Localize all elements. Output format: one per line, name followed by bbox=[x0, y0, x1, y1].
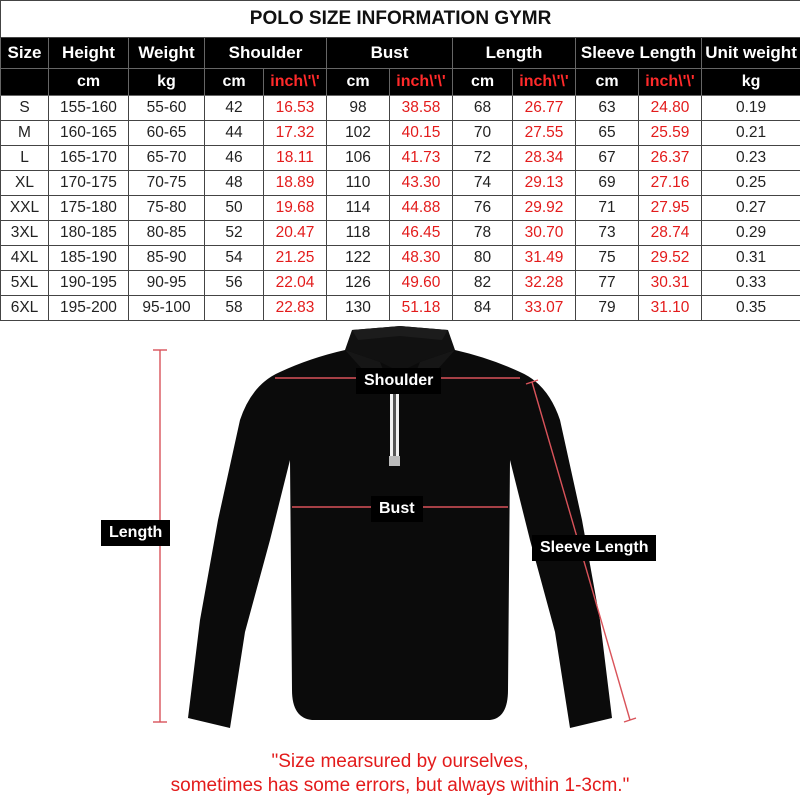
cell-shoulder-cm: 42 bbox=[205, 96, 264, 121]
cell-height: 170-175 bbox=[49, 171, 129, 196]
cell-length-in: 30.70 bbox=[513, 221, 576, 246]
cell-sleeve-cm: 73 bbox=[576, 221, 639, 246]
cell-height: 190-195 bbox=[49, 271, 129, 296]
table-row bbox=[1, 121, 800, 146]
cell-length-cm: 84 bbox=[453, 296, 513, 321]
cell-weight: 55-60 bbox=[129, 96, 205, 121]
cell-bust-cm: 102 bbox=[327, 121, 390, 146]
cell-size: 4XL bbox=[1, 246, 49, 271]
cell-height: 165-170 bbox=[49, 146, 129, 171]
cell-weight: 80-85 bbox=[129, 221, 205, 246]
cell-shoulder-in: 21.25 bbox=[264, 246, 327, 271]
cell-sleeve-cm: 75 bbox=[576, 246, 639, 271]
cell-sleeve-in: 29.52 bbox=[639, 246, 702, 271]
cell-height: 160-165 bbox=[49, 121, 129, 146]
header-size: Size bbox=[1, 38, 49, 69]
cell-shoulder-cm: 46 bbox=[205, 146, 264, 171]
table-row bbox=[1, 221, 800, 246]
cell-sleeve-cm: 77 bbox=[576, 271, 639, 296]
disclaimer-line-2: sometimes has some errors, but always within 1-3cm." bbox=[170, 775, 630, 796]
cell-shoulder-cm: 58 bbox=[205, 296, 264, 321]
cell-unit-weight: 0.27 bbox=[702, 196, 800, 221]
cell-length-in: 29.13 bbox=[513, 171, 576, 196]
cell-sleeve-in: 28.74 bbox=[639, 221, 702, 246]
cell-bust-in: 46.45 bbox=[390, 221, 453, 246]
cell-weight: 90-95 bbox=[129, 271, 205, 296]
cell-bust-in: 48.30 bbox=[390, 246, 453, 271]
cell-size: 5XL bbox=[1, 271, 49, 296]
cell-weight: 75-80 bbox=[129, 196, 205, 221]
cell-unit-weight: 0.25 bbox=[702, 171, 800, 196]
cell-unit-weight: 0.21 bbox=[702, 121, 800, 146]
cell-size: 3XL bbox=[1, 221, 49, 246]
cell-shoulder-cm: 50 bbox=[205, 196, 264, 221]
cell-sleeve-cm: 79 bbox=[576, 296, 639, 321]
cell-unit-weight: 0.35 bbox=[702, 296, 800, 321]
cell-shoulder-in: 18.89 bbox=[264, 171, 327, 196]
cell-size: L bbox=[1, 146, 49, 171]
disclaimer-line-1: "Size mearsured by ourselves, bbox=[271, 751, 529, 772]
size-rows bbox=[1, 96, 800, 321]
cell-weight: 85-90 bbox=[129, 246, 205, 271]
cell-bust-in: 51.18 bbox=[390, 296, 453, 321]
cell-sleeve-cm: 67 bbox=[576, 146, 639, 171]
unit-sleeve-cm: cm bbox=[576, 69, 639, 96]
cell-bust-cm: 110 bbox=[327, 171, 390, 196]
cell-shoulder-in: 17.32 bbox=[264, 121, 327, 146]
cell-sleeve-cm: 65 bbox=[576, 121, 639, 146]
cell-bust-in: 40.15 bbox=[390, 121, 453, 146]
cell-length-in: 33.07 bbox=[513, 296, 576, 321]
cell-length-cm: 70 bbox=[453, 121, 513, 146]
cell-weight: 70-75 bbox=[129, 171, 205, 196]
cell-bust-in: 43.30 bbox=[390, 171, 453, 196]
cell-size: XXL bbox=[1, 196, 49, 221]
header-length: Length bbox=[453, 38, 576, 69]
cell-sleeve-in: 27.95 bbox=[639, 196, 702, 221]
cell-size: 6XL bbox=[1, 296, 49, 321]
cell-shoulder-cm: 44 bbox=[205, 121, 264, 146]
cell-length-in: 28.34 bbox=[513, 146, 576, 171]
cell-bust-cm: 106 bbox=[327, 146, 390, 171]
shoulder-label: Shoulder bbox=[356, 368, 441, 394]
cell-sleeve-in: 27.16 bbox=[639, 171, 702, 196]
cell-bust-in: 38.58 bbox=[390, 96, 453, 121]
unit-size-blank bbox=[1, 69, 49, 96]
table-row bbox=[1, 246, 800, 271]
table-row bbox=[1, 96, 800, 121]
unit-weight: kg bbox=[129, 69, 205, 96]
unit-unit-weight: kg bbox=[702, 69, 800, 96]
size-chart-table bbox=[0, 0, 800, 321]
cell-weight: 95-100 bbox=[129, 296, 205, 321]
table-row bbox=[1, 196, 800, 221]
cell-sleeve-in: 31.10 bbox=[639, 296, 702, 321]
length-label: Length bbox=[101, 520, 170, 546]
cell-length-in: 32.28 bbox=[513, 271, 576, 296]
unit-length-inch: inch\'\' bbox=[513, 69, 576, 96]
cell-height: 195-200 bbox=[49, 296, 129, 321]
cell-size: XL bbox=[1, 171, 49, 196]
unit-length-cm: cm bbox=[453, 69, 513, 96]
cell-bust-cm: 98 bbox=[327, 96, 390, 121]
cell-weight: 60-65 bbox=[129, 121, 205, 146]
cell-shoulder-in: 19.68 bbox=[264, 196, 327, 221]
cell-unit-weight: 0.23 bbox=[702, 146, 800, 171]
cell-shoulder-in: 20.47 bbox=[264, 221, 327, 246]
table-row bbox=[1, 146, 800, 171]
cell-sleeve-in: 25.59 bbox=[639, 121, 702, 146]
unit-shoulder-cm: cm bbox=[205, 69, 264, 96]
cell-length-in: 26.77 bbox=[513, 96, 576, 121]
cell-bust-in: 49.60 bbox=[390, 271, 453, 296]
cell-unit-weight: 0.19 bbox=[702, 96, 800, 121]
cell-height: 185-190 bbox=[49, 246, 129, 271]
header-shoulder: Shoulder bbox=[205, 38, 327, 69]
cell-height: 155-160 bbox=[49, 96, 129, 121]
cell-shoulder-cm: 56 bbox=[205, 271, 264, 296]
cell-bust-cm: 118 bbox=[327, 221, 390, 246]
cell-unit-weight: 0.29 bbox=[702, 221, 800, 246]
cell-size: M bbox=[1, 121, 49, 146]
cell-height: 180-185 bbox=[49, 221, 129, 246]
cell-shoulder-cm: 48 bbox=[205, 171, 264, 196]
header-height: Height bbox=[49, 38, 129, 69]
cell-weight: 65-70 bbox=[129, 146, 205, 171]
cell-length-in: 31.49 bbox=[513, 246, 576, 271]
header-weight: Weight bbox=[129, 38, 205, 69]
cell-length-in: 29.92 bbox=[513, 196, 576, 221]
table-row bbox=[1, 296, 800, 321]
cell-shoulder-in: 16.53 bbox=[264, 96, 327, 121]
table-row bbox=[1, 271, 800, 296]
cell-length-cm: 76 bbox=[453, 196, 513, 221]
cell-shoulder-in: 22.04 bbox=[264, 271, 327, 296]
unit-bust-cm: cm bbox=[327, 69, 390, 96]
cell-unit-weight: 0.33 bbox=[702, 271, 800, 296]
header-unit-weight: Unit weight bbox=[702, 38, 800, 69]
cell-shoulder-cm: 52 bbox=[205, 221, 264, 246]
bust-label: Bust bbox=[371, 496, 423, 522]
cell-shoulder-cm: 54 bbox=[205, 246, 264, 271]
cell-sleeve-in: 26.37 bbox=[639, 146, 702, 171]
unit-height: cm bbox=[49, 69, 129, 96]
cell-shoulder-in: 18.11 bbox=[264, 146, 327, 171]
unit-sleeve-inch: inch\'\' bbox=[639, 69, 702, 96]
header-sleeve-length: Sleeve Length bbox=[576, 38, 702, 69]
cell-sleeve-in: 30.31 bbox=[639, 271, 702, 296]
cell-length-cm: 82 bbox=[453, 271, 513, 296]
cell-height: 175-180 bbox=[49, 196, 129, 221]
unit-shoulder-inch: inch\'\' bbox=[264, 69, 327, 96]
cell-unit-weight: 0.31 bbox=[702, 246, 800, 271]
cell-shoulder-in: 22.83 bbox=[264, 296, 327, 321]
cell-length-cm: 80 bbox=[453, 246, 513, 271]
table-row bbox=[1, 171, 800, 196]
cell-bust-cm: 126 bbox=[327, 271, 390, 296]
cell-sleeve-cm: 71 bbox=[576, 196, 639, 221]
header-bust: Bust bbox=[327, 38, 453, 69]
cell-bust-cm: 122 bbox=[327, 246, 390, 271]
cell-length-cm: 78 bbox=[453, 221, 513, 246]
cell-length-in: 27.55 bbox=[513, 121, 576, 146]
cell-sleeve-cm: 69 bbox=[576, 171, 639, 196]
chart-title: POLO SIZE INFORMATION GYMR bbox=[1, 1, 800, 38]
sleeve-length-label: Sleeve Length bbox=[532, 535, 656, 561]
cell-sleeve-in: 24.80 bbox=[639, 96, 702, 121]
cell-sleeve-cm: 63 bbox=[576, 96, 639, 121]
cell-bust-cm: 114 bbox=[327, 196, 390, 221]
cell-length-cm: 72 bbox=[453, 146, 513, 171]
cell-bust-in: 44.88 bbox=[390, 196, 453, 221]
cell-length-cm: 68 bbox=[453, 96, 513, 121]
unit-bust-inch: inch\'\' bbox=[390, 69, 453, 96]
cell-length-cm: 74 bbox=[453, 171, 513, 196]
cell-bust-cm: 130 bbox=[327, 296, 390, 321]
cell-size: S bbox=[1, 96, 49, 121]
cell-bust-in: 41.73 bbox=[390, 146, 453, 171]
